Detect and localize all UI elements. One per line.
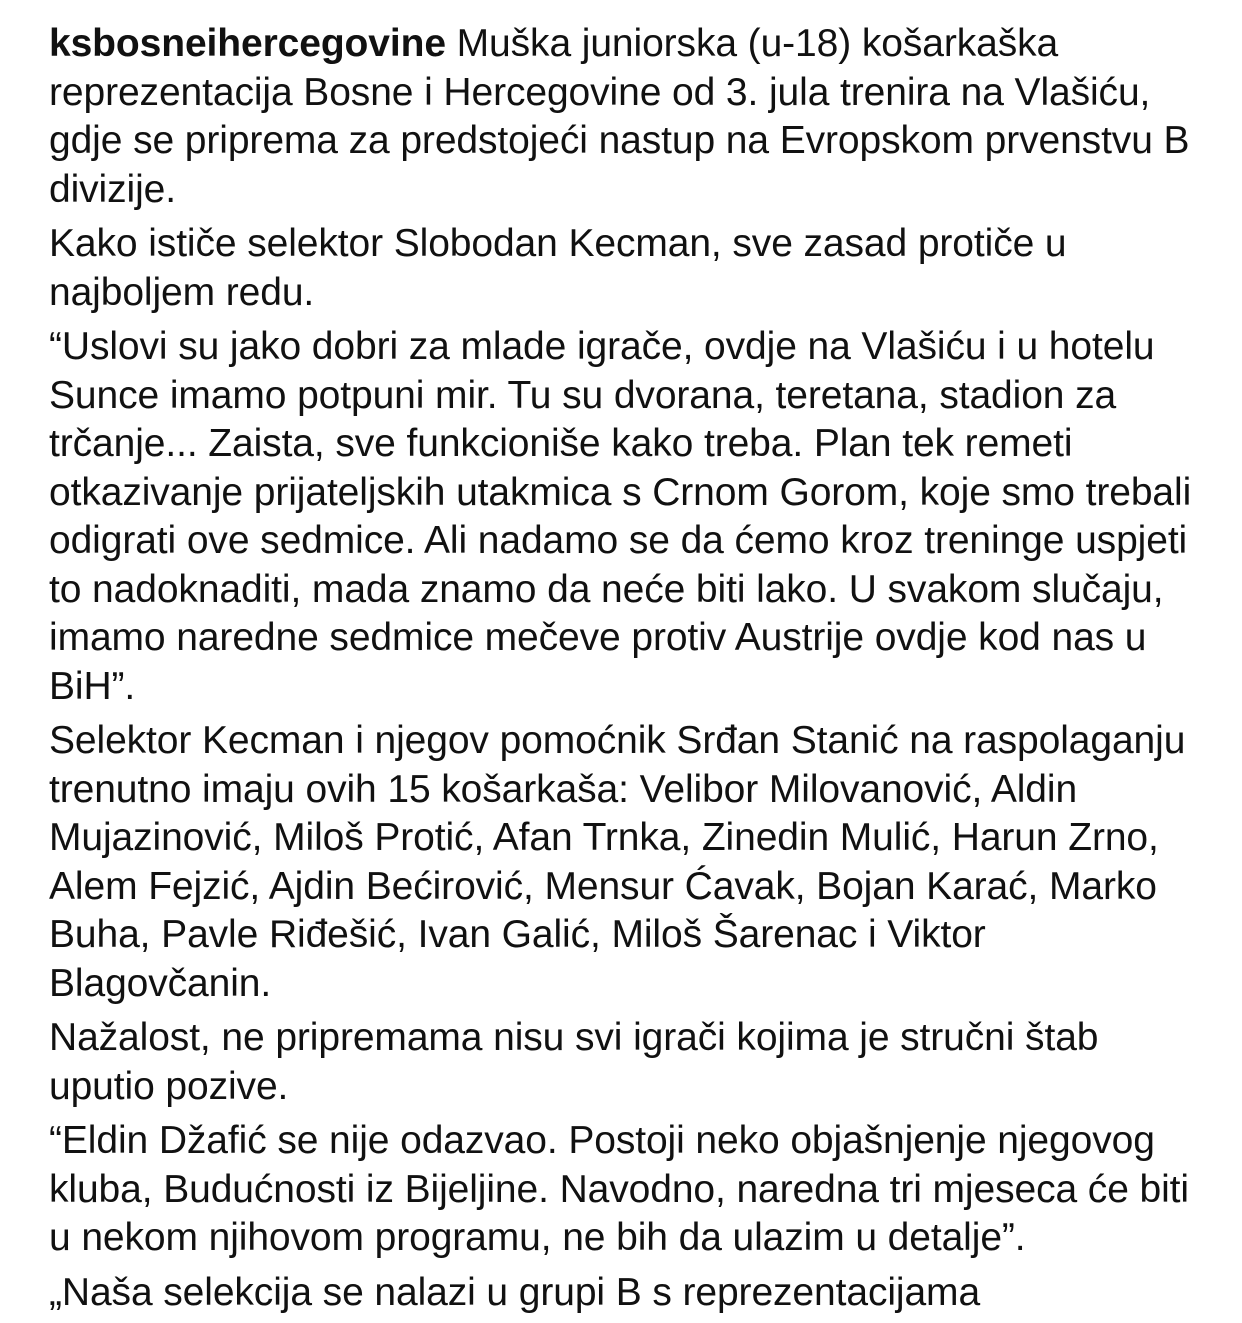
caption-paragraph-6: “Eldin Džafić se nije odazvao. Postoji neko objašnjenje njegovog kluba, Budućnosti iz Bijeljine. Navodno, naredna tri mjeseca će biti u nekom njihovom programu, ne bih da ulazim u detalje”. [49,1119,1189,1259]
caption-paragraph-cut-off: „Naša selekcija se nalazi u grupi B s reprezentacijama [49,1270,981,1314]
caption-paragraph-1 [49,20,1199,214]
caption-text: Muška juniorska (u-18) košarkaška reprezentacija Bosne i Hercegovine od 3. jula trenira na Vlašiću, gdje se priprema za predstojeći nastup na Evropskom prvenstvu B divizije. [49,22,1190,211]
caption-paragraph-2: Kako ističe selektor Slobodan Kecman, sve zasad protiče u najboljem redu. [49,222,1067,314]
caption-paragraph-3: “Uslovi su jako dobri za mlade igrače, ovdje na Vlašiću i u hotelu Sunce imamo potpuni mir. Tu su dvorana, teretana, stadion za trčanje... Zaista, sve funkcioniše kako treba. Plan tek remeti otkazivanje prijateljskih utakmica s Crnom Gorom, koje smo trebali odigrati ove sedmice. Ali nadamo se da ćemo kroz treninge uspjeti to nadoknaditi, mada znamo da neće biti lako. U svakom slučaju, imamo naredne sedmice mečeve protiv Austrije ovdje kod nas u BiH”. [49,325,1192,708]
post-caption [49,20,1199,1323]
caption-paragraph-5: Nažalost, ne pripremama nisu svi igrači kojima je stručni štab uputio pozive. [49,1016,1099,1108]
caption-paragraph-4: Selektor Kecman i njegov pomoćnik Srđan Stanić na raspolaganju trenutno imaju ovih 15 košarkaša: Velibor Milovanović, Aldin Mujazinović, Miloš Protić, Afan Trnka, Zinedin Mulić, Harun Zrno, Alem Fejzić, Ajdin Bećirović, Mensur Ćavak, Bojan Karać, Marko Buha, Pavle Riđešić, Ivan Galić, Miloš Šarenac i Viktor Blagovčanin. [49,719,1186,1005]
username-link[interactable]: ksbosneihercegovine [49,22,446,65]
